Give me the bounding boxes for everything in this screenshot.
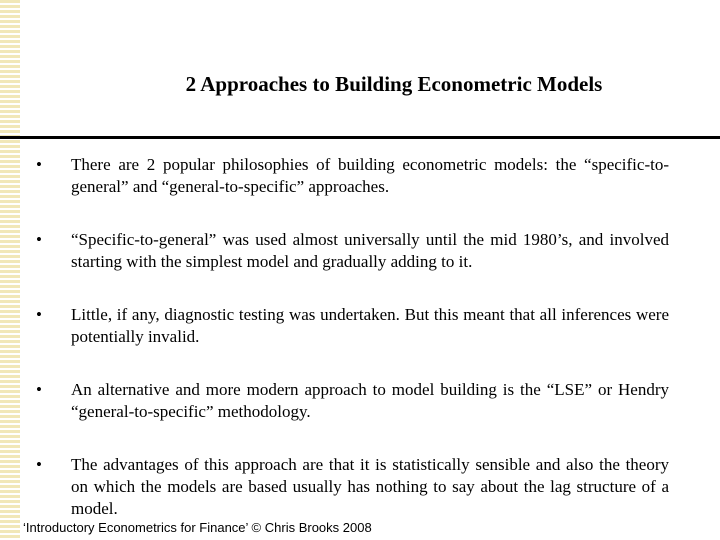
bullet-item	[36, 229, 669, 273]
bullet-text: The advantages of this approach are that it is statistically sensible and also the theory on which the models are based usually has nothing to say about the lag structure of a model.	[71, 455, 669, 518]
bullet-text: There are 2 popular philosophies of building econometric models: the “specific-to-general” and “general-to-specific” approaches.	[71, 155, 669, 196]
bullet-dot-icon: •	[36, 155, 42, 174]
bullet-dot-icon: •	[36, 305, 42, 324]
bullet-dot-icon: •	[36, 230, 42, 249]
decorative-side-stripe	[0, 0, 20, 540]
bullet-dot-icon: •	[36, 455, 42, 474]
bullet-text: “Specific-to-general” was used almost universally until the mid 1980’s, and involved starting with the simplest model and gradually adding to it.	[71, 230, 669, 271]
bullet-text: Little, if any, diagnostic testing was undertaken. But this meant that all inferences were potentially invalid.	[71, 305, 669, 346]
bullet-list	[36, 154, 669, 520]
bullet-item	[36, 454, 669, 520]
slide-footer: ‘Introductory Econometrics for Finance’ © Chris Brooks 2008	[23, 520, 372, 535]
bullet-item	[36, 379, 669, 423]
bullet-item	[36, 304, 669, 348]
slide-title: 2 Approaches to Building Econometric Models	[185, 72, 603, 96]
title-divider	[0, 136, 720, 139]
bullet-item	[36, 154, 669, 198]
bullet-dot-icon: •	[36, 380, 42, 399]
bullet-text: An alternative and more modern approach to model building is the “LSE” or Hendry “general-to-specific” methodology.	[71, 380, 669, 421]
